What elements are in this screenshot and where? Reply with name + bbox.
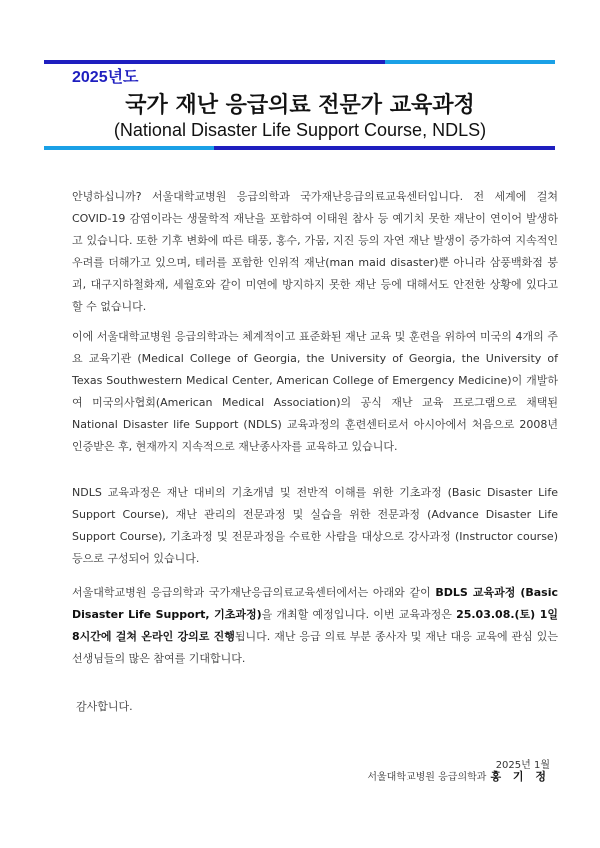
course-schedule: 25.03.08.(토) 1일 8시간에 걸쳐 온라인 강의로 진행: [72, 608, 559, 643]
signature-line: [367, 768, 550, 784]
closing-thanks: 감사합니다.: [76, 700, 133, 713]
announcement-text-2: 을 개최할 예정입니다. 이번 교육과정은: [261, 608, 457, 621]
header-bottom-rule-accent: [44, 146, 214, 150]
announcement-text-3: 됩니다. 재난 응급 의료 부분 종사자 및 재난 대응 교육에 관심 있는 선생님들의 많은 참여를 기대합니다.: [72, 630, 559, 665]
page-title: 국가 재난 응급의료 전문가 교육과정: [125, 93, 475, 118]
letter-date: 2025년 1월: [495, 760, 550, 771]
paragraph-history: 이에 서울대학교병원 응급의학과는 체계적이고 표준화된 재난 교육 및 훈련을 위하여 미국의 4개의 주요 교육기관 (Medical College of Georgia, the University of Georgia, the University of Texas Southwestern Medical Center, American College of Emergency Medicine)이 개발하여 미국의사협회(American Medical Association)의 공식 재난 교육 프로그램으로 채택된 National Disaster life Support (NDLS) 교육과정의 훈련센터로서 아시아에서 처음으로 2008년 인증받은 후, 현재까지 지속적으로 재난종사자를 교육하고 있습니다.: [72, 330, 558, 453]
paragraph-greeting: 안녕하십니까? 서울대학교병원 응급의학과 국가재난응급의료교육센터입니다. 전 세계에 걸쳐 COVID-19 감염이라는 생물학적 재난을 포함하여 이태원 참사 등 예기치 못한 재난이 연이어 발생하고 있습니다. 또한 기후 변화에 따른 태풍, 홍수, 가뭄, 지진 등의 자연 재난 발생이 증가하여 지속적인 우려를 더해가고 있으며, 테러를 포함한 인위적 재난(man maid disaster)뿐 아니라 삼풍백화점 붕괴, 대구지하철화재, 세월호와 같이 미연에 방지하지 못한 재난 등에 대해서도 안전한 상황에 있다고 할 수 없습니다.: [72, 190, 558, 313]
paragraph-announcement: [72, 582, 558, 670]
paragraph-courses: NDLS 교육과정은 재난 대비의 기초개념 및 전반적 이해를 위한 기초과정 (Basic Disaster Life Support Course), 재난 관리의 전문과정 및 실습을 위한 전문과정 (Advance Disaster Life Support Course), 기초과정 및 전문과정을 수료한 사람을 대상으로 강사과정 (Instructor course) 등으로 구성되어 있습니다.: [72, 486, 558, 565]
header-top-rule-accent: [385, 60, 555, 64]
signature-name: 홍 기 정: [490, 770, 550, 783]
page-subtitle: (National Disaster Life Support Course, NDLS): [113, 120, 487, 140]
course-name: BDLS 교육과정 (Basic Disaster Life Support, 기초과정): [72, 586, 558, 621]
signature-org: 서울대학교병원 응급의학과: [367, 772, 487, 783]
announcement-text-1: 서울대학교병원 응급의학과 국가재난응급의료교육센터에서는 아래와 같이: [72, 586, 436, 599]
year-label: 2025년도: [72, 69, 139, 86]
